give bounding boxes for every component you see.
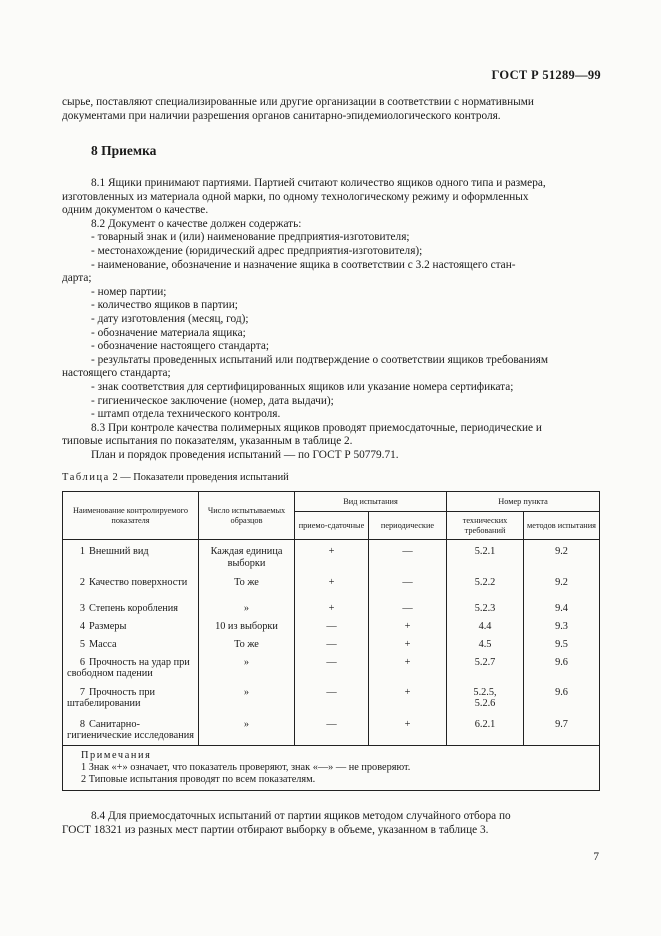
row-name: Степень коробления xyxy=(89,602,179,614)
cell-name xyxy=(63,654,199,684)
row-number: 6 xyxy=(79,656,85,668)
cell-acceptance: + xyxy=(295,600,369,618)
row-number: 3 xyxy=(79,602,85,614)
cell-acceptance: + xyxy=(295,574,369,600)
cell-name xyxy=(63,684,199,716)
row-number: 4 xyxy=(79,620,85,632)
table-caption xyxy=(62,472,289,483)
cell-requirements: 4.5 xyxy=(447,636,524,654)
cell-requirements: 5.2.3 xyxy=(447,600,524,618)
header-test-type: Вид испытания xyxy=(295,492,447,512)
cell-requirements: 5.2.5, 5.2.6 xyxy=(447,684,524,716)
row-name: Внешний вид xyxy=(89,546,149,557)
table-row xyxy=(63,574,600,600)
note-line: 1 Знак «+» означает, что показатель проверяют, знак «—» — не проверяют. xyxy=(81,762,411,774)
cell-methods: 9.3 xyxy=(524,618,600,636)
cell-samples: Каждая единица выборки xyxy=(199,540,295,574)
cell-samples: То же xyxy=(199,574,295,600)
cell-periodic: + xyxy=(369,716,447,746)
body-line: - результаты проведенных испытаний или подтверждение о соответствии ящиков требованиям xyxy=(91,353,548,366)
body-line: дарта; xyxy=(62,272,92,285)
body-line: - обозначение материала ящика; xyxy=(91,326,246,339)
cell-periodic: + xyxy=(369,654,447,684)
body-line: настоящего стандарта; xyxy=(62,367,171,380)
cell-periodic: + xyxy=(369,618,447,636)
table-body xyxy=(63,540,600,746)
cell-periodic: + xyxy=(369,684,447,716)
tests-table xyxy=(62,491,600,791)
body-line: 8.3 При контроле качества полимерных ящиков проводят приемосдаточные, периодические и xyxy=(91,421,542,434)
body-line: - номер партии; xyxy=(91,285,167,298)
cell-samples: 10 из выборки xyxy=(199,618,295,636)
cell-acceptance: — xyxy=(295,618,369,636)
row-name: Санитарно-гигиенические исследования xyxy=(67,718,194,742)
cell-name xyxy=(63,716,199,746)
body-line: - знак соответствия для сертифицированных ящиков или указание номера сертификата; xyxy=(91,381,514,393)
cell-acceptance: + xyxy=(295,540,369,574)
row-number: 2 xyxy=(79,576,85,588)
intro-paragraph xyxy=(62,96,599,123)
cell-name xyxy=(63,636,199,654)
cell-periodic: — xyxy=(369,540,447,574)
cell-methods: 9.2 xyxy=(524,574,600,600)
header-requirements: технических требований xyxy=(447,512,524,540)
table-notes xyxy=(63,746,600,791)
header-samples: Число испытываемых образцов xyxy=(199,492,295,540)
cell-samples: » xyxy=(199,600,295,618)
cell-acceptance: — xyxy=(295,684,369,716)
body-line: - гигиеническое заключение (номер, дата выдачи); xyxy=(91,394,334,407)
cell-acceptance: — xyxy=(295,654,369,684)
row-number: 1 xyxy=(79,546,85,557)
cell-samples: » xyxy=(199,684,295,716)
cell-periodic: — xyxy=(369,600,447,618)
cell-requirements: 5.2.7 xyxy=(447,654,524,684)
row-name: Масса xyxy=(89,638,117,650)
cell-methods: 9.6 xyxy=(524,654,600,684)
intro-line: документами при наличии разрешения органов санитарно-эпидемиологического контроля. xyxy=(62,109,501,122)
intro-line: сырье, поставляют специализированные или другие организации в соответствии с нормативными xyxy=(62,96,534,108)
table-caption-label: Таблица xyxy=(62,472,110,483)
cell-periodic: + xyxy=(369,636,447,654)
body-line: - количество ящиков в партии; xyxy=(91,299,238,312)
body-line: - дату изготовления (месяц, год); xyxy=(91,313,249,325)
section-title: 8 Приемка xyxy=(91,143,157,158)
after-line: ГОСТ 18321 из разных мест партии отбирают выборку в объеме, указанном в таблице 3. xyxy=(62,823,489,836)
table-row xyxy=(63,600,600,618)
table-row xyxy=(63,618,600,636)
cell-requirements: 5.2.1 xyxy=(447,540,524,574)
note-line: 2 Типовые испытания проводят по всем показателям. xyxy=(81,774,316,786)
table-row xyxy=(63,716,600,746)
cell-methods: 9.2 xyxy=(524,540,600,574)
table-row xyxy=(63,540,600,574)
cell-requirements: 5.2.2 xyxy=(447,574,524,600)
cell-name xyxy=(63,540,199,574)
cell-periodic: — xyxy=(369,574,447,600)
document-header: ГОСТ Р 51289—99 xyxy=(491,68,601,82)
row-name: Качество поверхности xyxy=(89,576,188,588)
body-line: 8.1 Ящики принимают партиями. Партией считают количество ящиков одного типа и размера, xyxy=(91,177,546,189)
cell-acceptance: — xyxy=(295,636,369,654)
after-line: 8.4 Для приемосдаточных испытаний от партии ящиков методом случайного отбора по xyxy=(91,810,511,822)
body-line: - товарный знак и (или) наименование предприятия-изготовителя; xyxy=(91,231,410,244)
header-periodic: периодические xyxy=(369,512,447,540)
notes-title: Примечания xyxy=(81,750,152,761)
cell-samples: » xyxy=(199,716,295,746)
header-acceptance: приемо-сдаточные xyxy=(295,512,369,540)
cell-name xyxy=(63,600,199,618)
body-line: изготовленных из материала одной марки, по одному технологическому режиму и оформленных xyxy=(62,190,529,203)
cell-requirements: 4.4 xyxy=(447,618,524,636)
body-line: 8.2 Документ о качестве должен содержать: xyxy=(91,217,302,230)
table-row xyxy=(63,654,600,684)
body-line: типовые испытания по показателям, указанным в таблице 2. xyxy=(62,435,353,448)
cell-requirements: 6.2.1 xyxy=(447,716,524,746)
cell-samples: » xyxy=(199,654,295,684)
cell-samples: То же xyxy=(199,636,295,654)
table-row xyxy=(63,684,600,716)
cell-methods: 9.4 xyxy=(524,600,600,618)
body-line: - местонахождение (юридический адрес предприятия-изготовителя); xyxy=(91,245,423,257)
page-number: 7 xyxy=(593,851,599,863)
row-name: Прочность при штабелировании xyxy=(67,686,156,710)
cell-methods: 9.6 xyxy=(524,684,600,716)
body-line: - обозначение настоящего стандарта; xyxy=(91,340,269,353)
row-name: Прочность на удар при свободном падении xyxy=(67,656,190,680)
after-table-paragraph xyxy=(62,810,599,837)
cell-acceptance: — xyxy=(295,716,369,746)
header-methods: методов испытания xyxy=(524,512,600,540)
cell-name xyxy=(63,618,199,636)
row-name: Размеры xyxy=(89,620,127,632)
body-line: - наименование, обозначение и назначение ящика в соответствии с 3.2 настоящего стан- xyxy=(91,258,516,271)
cell-name xyxy=(63,574,199,600)
cell-methods: 9.5 xyxy=(524,636,600,654)
table-row xyxy=(63,636,600,654)
row-number: 8 xyxy=(79,718,85,730)
cell-methods: 9.7 xyxy=(524,716,600,746)
header-point-no: Номер пункта xyxy=(447,492,600,512)
body-line: План и порядок проведения испытаний — по ГОСТ Р 50779.71. xyxy=(91,449,399,461)
body-line: - штамп отдела технического контроля. xyxy=(91,408,281,421)
table-caption-text: 2 — Показатели проведения испытаний xyxy=(109,472,289,483)
row-number: 5 xyxy=(79,638,85,650)
body-line: одним документом о качестве. xyxy=(62,204,209,217)
header-name: Наименование контролируемого показателя xyxy=(63,492,199,540)
row-number: 7 xyxy=(79,686,85,698)
